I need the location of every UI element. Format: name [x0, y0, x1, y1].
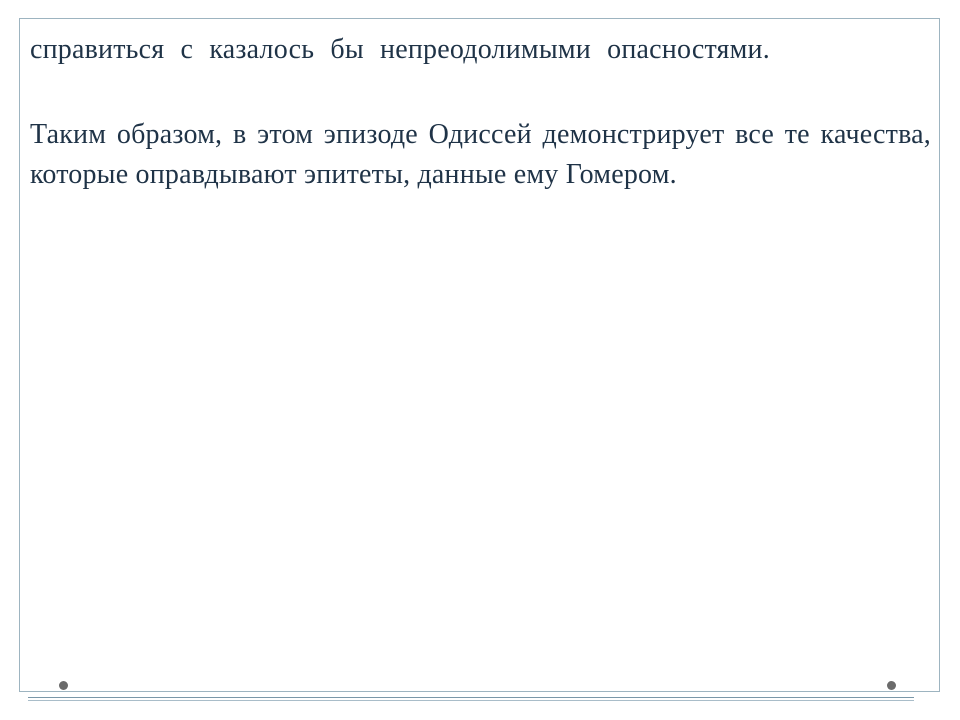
footer-rule — [28, 697, 914, 698]
paragraph-continuation: справиться с казалось бы непреодолимыми опасностями. — [30, 34, 770, 65]
paragraph-spacer — [30, 70, 931, 115]
right-bullet-dot-icon — [887, 681, 896, 690]
paragraph-conclusion: Таким образом, в этом эпизоде Одиссей демонстрирует все те качества, которые оправдывают эпитеты, данные ему Гомером. — [30, 119, 931, 190]
slide-body — [30, 30, 931, 195]
left-bullet-dot-icon — [59, 681, 68, 690]
footer-rule-secondary — [28, 700, 914, 701]
